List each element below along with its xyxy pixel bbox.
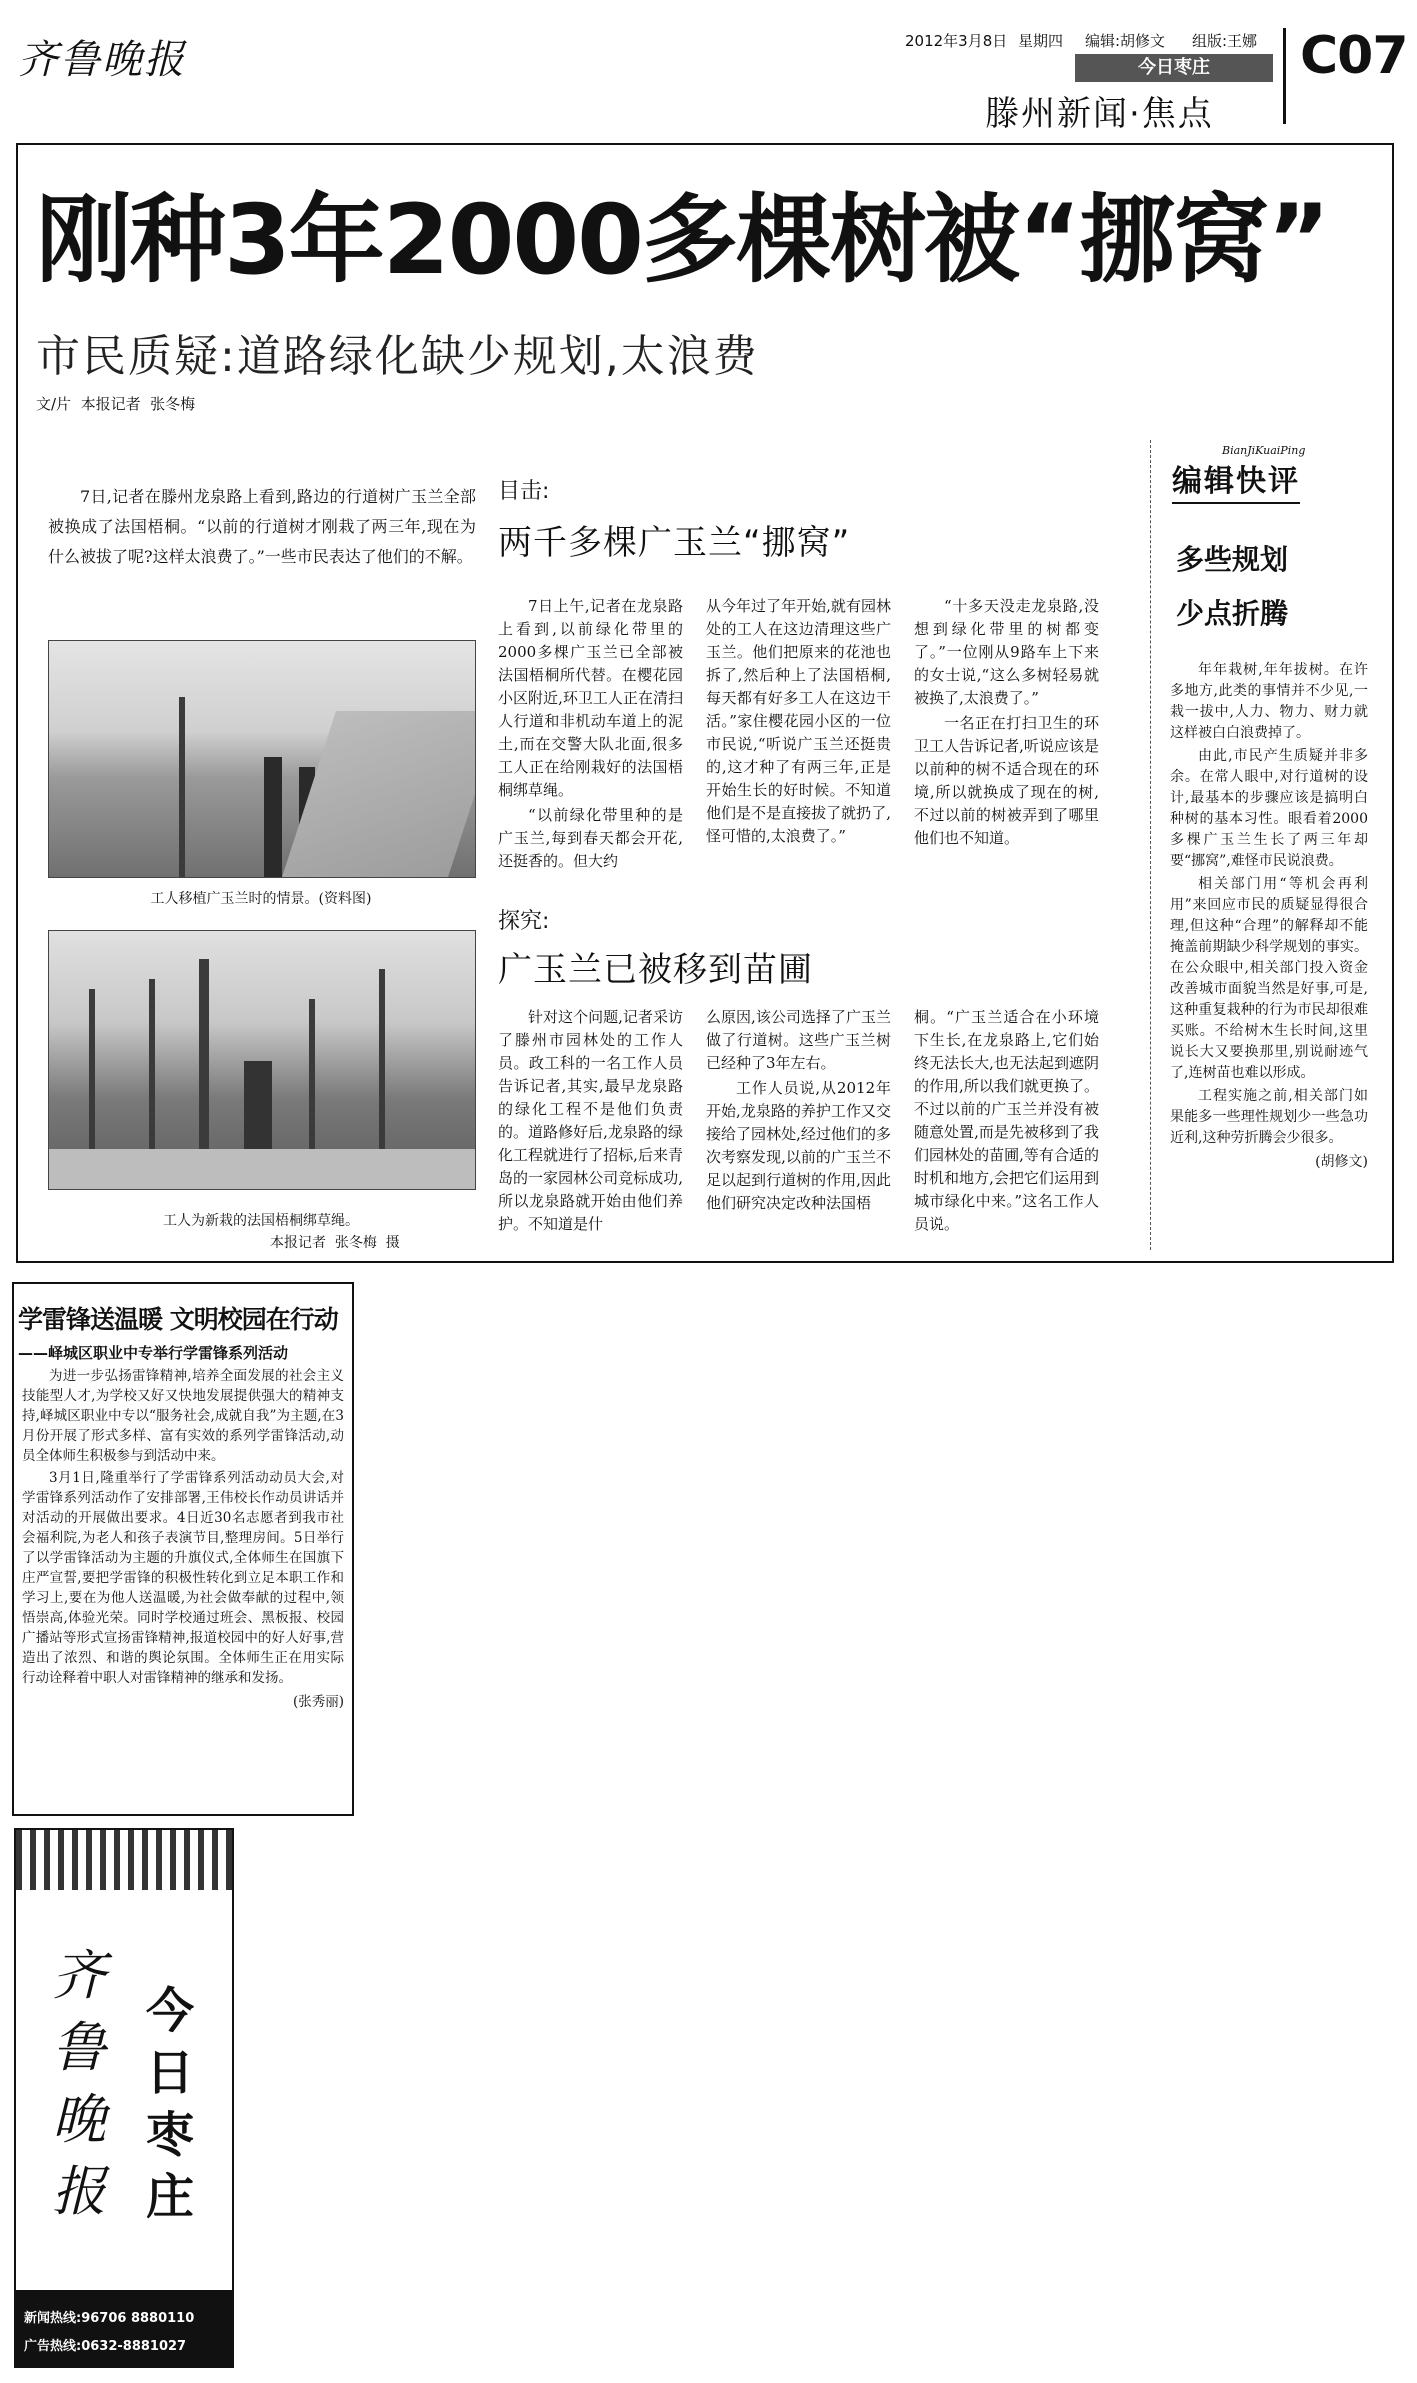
photo2-caption: 工人为新栽的法国梧桐绑草绳。 <box>163 1213 359 1229</box>
photo2-credit: 本报记者 张冬梅 摄 <box>270 1235 400 1251</box>
section1-column-3 <box>914 595 1099 852</box>
paragraph: 针对这个问题,记者采访了滕州市园林处的工作人员。政工科的一名工作人员告诉记者,其实,最早龙泉路的绿化工程不是他们负责的。道路修好后,龙泉路的绿化工程就进行了招标,后来青岛的一家园林公司竞标成功,所以龙泉路就开始由他们养护。不知道是什 <box>498 1008 683 1233</box>
section2-heading: 广玉兰已被移到苗圃 <box>498 950 813 990</box>
main-subtitle: 市民质疑:道路绿化缺少规划,太浪费 <box>36 331 759 382</box>
sidebar-story-body <box>22 1366 344 1710</box>
sidebar-story-subtitle: ——峄城区职业中专举行学雷锋系列活动 <box>18 1344 289 1362</box>
commentary-label-pinyin: BianJiKuaiPing <box>1222 444 1306 457</box>
masthead-divider <box>1283 28 1286 124</box>
section2-column-1 <box>498 1006 683 1238</box>
paragraph: 为进一步弘扬雷锋精神,培养全面发展的社会主义技能型人才,为学校又好又快地发展提供强大的精神支持,峄城区职业中专以“服务社会,成就自我”为主题,在3月份开展了形式多样、富有实效的系列学雷锋活动,动员全体师生积极参与到活动中来。 <box>22 1368 344 1464</box>
commentary-label: 编辑快评 <box>1172 456 1300 504</box>
paragraph: 年年栽树,年年拔树。在许多地方,此类的事情并不少见,一栽一拔中,人力、物力、财力就这样被白白浪费掉了。 <box>1170 662 1368 741</box>
masthead-logo: 齐鲁晚报 <box>18 37 186 83</box>
ad-ad-hotline: 广告热线:0632-8881027 <box>24 2339 187 2354</box>
paragraph: 工作人员说,从2012年开始,龙泉路的养护工作又交接给了园林处,经过他们的多次考察发现,以前的广玉兰不足以起到行道树的作用,因此他们研究决定改种法国梧 <box>706 1079 891 1212</box>
ad-news-hotline: 新闻热线:96706 8880110 <box>24 2311 195 2326</box>
main-headline: 刚种3年2000多棵树被“挪窝” <box>36 184 1329 296</box>
byline: 文/片 本报记者 张冬梅 <box>36 395 196 413</box>
issue-date: 2012年3月8日 <box>905 32 1008 50</box>
ad-ornament-border <box>16 1830 234 1890</box>
paragraph: 7日上午,记者在龙泉路上看到,以前绿化带里的2000多棵广玉兰已全部被法国梧桐所代替。在樱花园小区附近,环卫工人正在清扫人行道和非机动车道上的泥土,而在交警大队北面,很多工人正在给刚栽好的法国梧桐绑草绳。 <box>498 597 683 799</box>
lead-paragraph: 7日,记者在滕州龙泉路上看到,路边的行道树广玉兰全部被换成了法国梧桐。“以前的行道树才刚栽了两三年,现在为什么被拔了呢?这样太浪费了。”一些市民表达了他们的不解。 <box>48 487 476 566</box>
paragraph: 3月1日,隆重举行了学雷锋系列活动动员大会,对学雷锋系列活动作了安排部署,王伟校长作动员讲话并对活动的开展做出要求。4日近30名志愿者到我市社会福利院,为老人和孩子表演节目,整理房间。5日举行了以学雷锋活动为主题的升旗仪式,全体师生在国旗下庄严宣誓,要把学雷锋的积极性转化到立足本职工作和学习上,要在为他人送温暖,为社会做奉献的过程中,领悟崇高,体验光荣。同时学校通过班会、黑板报、校园广播站等形式宣扬雷锋精神,报道校园中的好人好事,营造出了浓烈、和谐的舆论氛围。全体师生正在用实际行动诠释着中职人对雷锋精神的继承和发扬。 <box>22 1470 344 1686</box>
paragraph: “十多天没走龙泉路,没想到绿化带里的树都变了。”一位刚从9路车上下来的女士说,“这么多树轻易就被换了,太浪费了。” <box>914 597 1099 707</box>
sidebar-story-author: (张秀丽) <box>292 1694 344 1710</box>
paragraph: “以前绿化带里种的是广玉兰,每到春天都会开花,还挺香的。但大约 <box>498 806 683 870</box>
page-code: C07 <box>1300 26 1408 86</box>
section-title: 滕州新闻·焦点 <box>985 94 1214 134</box>
commentary-title-1: 多些规划 <box>1176 543 1289 576</box>
edition-badge: 今日枣庄 <box>1075 54 1273 82</box>
photo-workers-planting <box>48 640 476 878</box>
commentary-author: (胡修文) <box>1315 1154 1368 1170</box>
paragraph: 由此,市民产生质疑并非多余。在常人眼中,对行道树的设计,最基本的步骤应该是搞明白种树的基本习性。眼看着2000多棵广玉兰生长了两三年却要“挪窝”,难怪市民说浪费。 <box>1170 748 1368 869</box>
paragraph: 桐。“广玉兰适合在小环境下生长,在龙泉路上,它们始终无法长大,也无法起到遮阴的作用,所以我们就更换了。不过以前的广玉兰并没有被随意处置,而是先被移到了我们园林处的苗圃,等有合适的时机和地方,会把它们运用到城市绿化中来。”这名工作人员说。 <box>914 1008 1099 1233</box>
photo1-caption: 工人移植广玉兰时的情景。(资料图) <box>150 891 372 907</box>
issue-weekday: 星期四 <box>1018 32 1064 50</box>
ad-box <box>14 1828 234 2368</box>
paragraph: 工程实施之前,相关部门如果能多一些理性规划少一些急功近利,这种劳折腾会少很多。 <box>1170 1088 1368 1146</box>
ad-edition: 今日枣庄 <box>146 1983 195 2225</box>
paragraph: 么原因,该公司选择了广玉兰做了行道树。这些广玉兰树已经种了3年左右。 <box>706 1008 891 1072</box>
layout-credit: 组版:王娜 <box>1192 32 1258 50</box>
paragraph: 相关部门用“等机会再利用”来回应市民的质疑显得很合理,但这种“合理”的解释却不能掩盖前期缺少科学规划的事实。在公众眼中,相关部门投入资金改善城市面貌当然是好事,可是,这种重复栽种的行为市民却很难买账。不给树木生长时间,这里说长大又要换那里,别说耐迹气了,连树苗也难以形成。 <box>1170 876 1368 1081</box>
paragraph: 从今年过了年开始,就有园林处的工人在这边清理这些广玉兰。他们把原来的花池也拆了,然后种上了法国梧桐,每天都有好多工人在这边干活。”家住樱花园小区的一位市民说,“听说广玉兰还挺贵的,这才种了有两三年,正是开始生长的好时候。不知道他们是不是直接拔了就扔了,怪可惜的,太浪费了。” <box>706 597 891 845</box>
section2-kicker: 探究: <box>498 909 550 934</box>
sidebar-story-title: 学雷锋送温暖 文明校园在行动 <box>18 1305 338 1334</box>
section2-column-3 <box>914 1006 1099 1238</box>
commentary-divider <box>1150 440 1152 1250</box>
ad-logo: 齐鲁晚报 <box>52 1944 106 2223</box>
section1-heading: 两千多棵广玉兰“挪窝” <box>498 523 851 563</box>
section2-column-2 <box>706 1006 891 1217</box>
section1-column-2 <box>706 595 891 850</box>
photo-tree-wrapping <box>48 930 476 1190</box>
paragraph: 一名正在打扫卫生的环卫工人告诉记者,听说应该是以前种的树不适合现在的环境,所以就换成了现在的树,不过以前的树被弄到了哪里他们也不知道。 <box>914 714 1099 847</box>
section1-kicker: 目击: <box>498 479 550 504</box>
commentary-title-2: 少点折腾 <box>1176 597 1289 630</box>
editor-credit: 编辑:胡修文 <box>1085 32 1166 50</box>
commentary-body <box>1170 660 1368 1171</box>
section1-column-1 <box>498 595 683 875</box>
